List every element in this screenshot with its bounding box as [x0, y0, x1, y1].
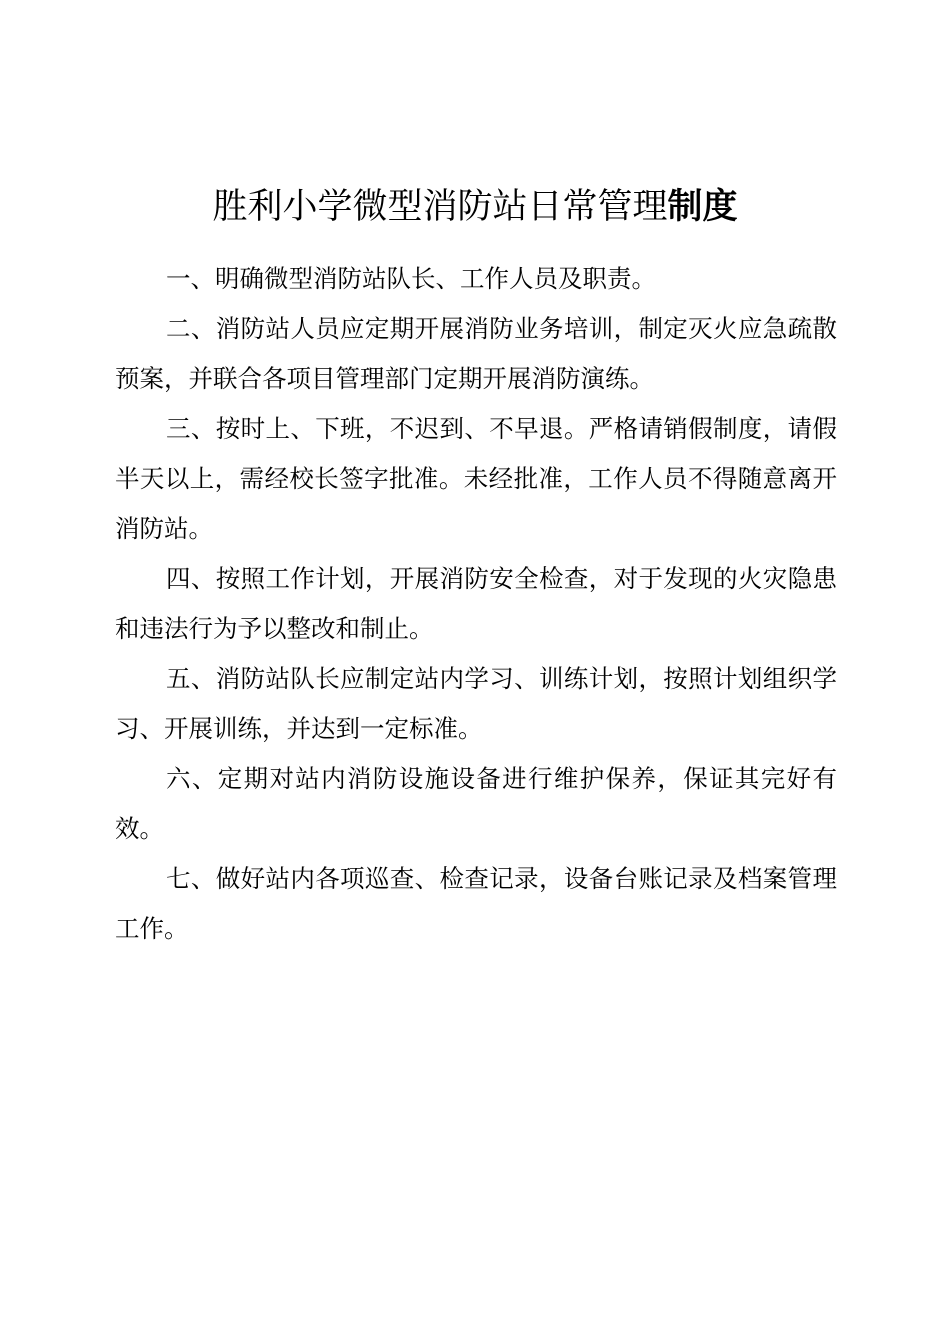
title-bold-text: 制度 [667, 187, 738, 227]
paragraph-3: 三、按时上、下班，不迟到、不早退。严格请销假制度，请假半天以上，需经校长签字批准。未经批准，工作人员不得随意离开消防站。 [115, 414, 837, 543]
paragraph-7: 七、做好站内各项巡查、检查记录，设备台账记录及档案管理工作。 [115, 864, 837, 943]
paragraph-5: 五、消防站队长应制定站内学习、训练计划，按照计划组织学习、开展训练，并达到一定标准。 [115, 664, 837, 743]
title-main-text: 胜利小学微型消防站日常管理 [212, 187, 668, 227]
document-body [115, 254, 837, 954]
paragraph-4: 四、按照工作计划，开展消防安全检查，对于发现的火灾隐患和违法行为予以整改和制止。 [115, 564, 837, 643]
document-title [0, 183, 950, 231]
paragraph-2: 二、消防站人员应定期开展消防业务培训，制定灭火应急疏散预案，并联合各项目管理部门定期开展消防演练。 [115, 314, 837, 393]
paragraph-1: 一、明确微型消防站队长、工作人员及职责。 [166, 264, 656, 293]
paragraph-6: 六、定期对站内消防设施设备进行维护保养，保证其完好有效。 [115, 764, 837, 843]
